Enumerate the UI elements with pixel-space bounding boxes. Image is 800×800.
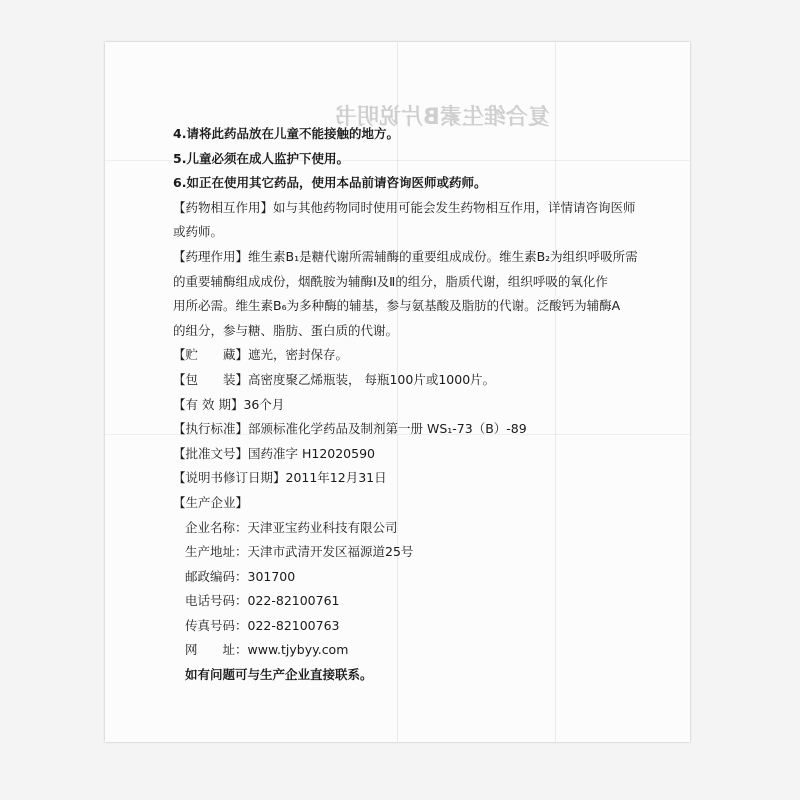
leaflet-text [173, 122, 683, 688]
interactions-section-cont: 或药师。 [173, 224, 224, 240]
approval-number-section: 【批准文号】国药准字 H12020590 [173, 445, 375, 461]
shelf-life-section: 【有 效 期】36个月 [173, 396, 285, 412]
standard-section: 【执行标准】部颁标准化学药品及制剂第一册 WS₁-73（B）-89 [173, 421, 527, 437]
company-postcode: 邮政编码：301700 [185, 568, 296, 584]
pharmacology-section: 【药理作用】维生素B₁是糖代谢所需辅酶的重要组成成份。维生素B₂为组织呼吸所需 [173, 248, 638, 264]
pharmacology-section-cont: 的重要辅酶组成成份，烟酰胺为辅酶Ⅰ及Ⅱ的组分，脂质代谢，组织呼吸的氧化作 [173, 273, 608, 289]
company-phone: 电话号码：022-82100761 [185, 593, 340, 609]
company-website: 网 址：www.tjybyy.com [185, 642, 349, 658]
manufacturer-heading: 【生产企业】 [173, 494, 249, 510]
show-through-title: 复合维生素B片说明书 [335, 105, 550, 130]
packaging-section: 【包 装】高密度聚乙烯瓶装， 每瓶100片或1000片。 [173, 371, 496, 387]
leaflet-paper [105, 42, 690, 742]
company-name: 企业名称：天津亚宝药业科技有限公司 [185, 519, 398, 535]
pharmacology-section-cont: 的组分，参与糖、脂肪、蛋白质的代谢。 [173, 322, 399, 338]
interactions-section: 【药物相互作用】如与其他药物同时使用可能会发生药物相互作用，详情请咨询医师 [173, 199, 636, 215]
storage-section: 【贮 藏】遮光，密封保存。 [173, 347, 349, 363]
company-address: 生产地址：天津市武清开发区福源道25号 [185, 544, 414, 560]
warning-line: 6.如正在使用其它药品，使用本品前请咨询医师或药师。 [173, 175, 487, 191]
revision-date-section: 【说明书修订日期】2011年12月31日 [173, 470, 387, 486]
contact-note: 如有问题可与生产企业直接联系。 [185, 667, 373, 683]
company-fax: 传真号码：022-82100763 [185, 617, 340, 633]
warning-line: 4.请将此药品放在儿童不能接触的地方。 [173, 126, 399, 141]
warning-line: 5.儿童必须在成人监护下使用。 [173, 150, 349, 166]
pharmacology-section-cont: 用所必需。维生素B₆为多种酶的辅基，参与氨基酸及脂肪的代谢。泛酸钙为辅酶A [173, 298, 621, 314]
